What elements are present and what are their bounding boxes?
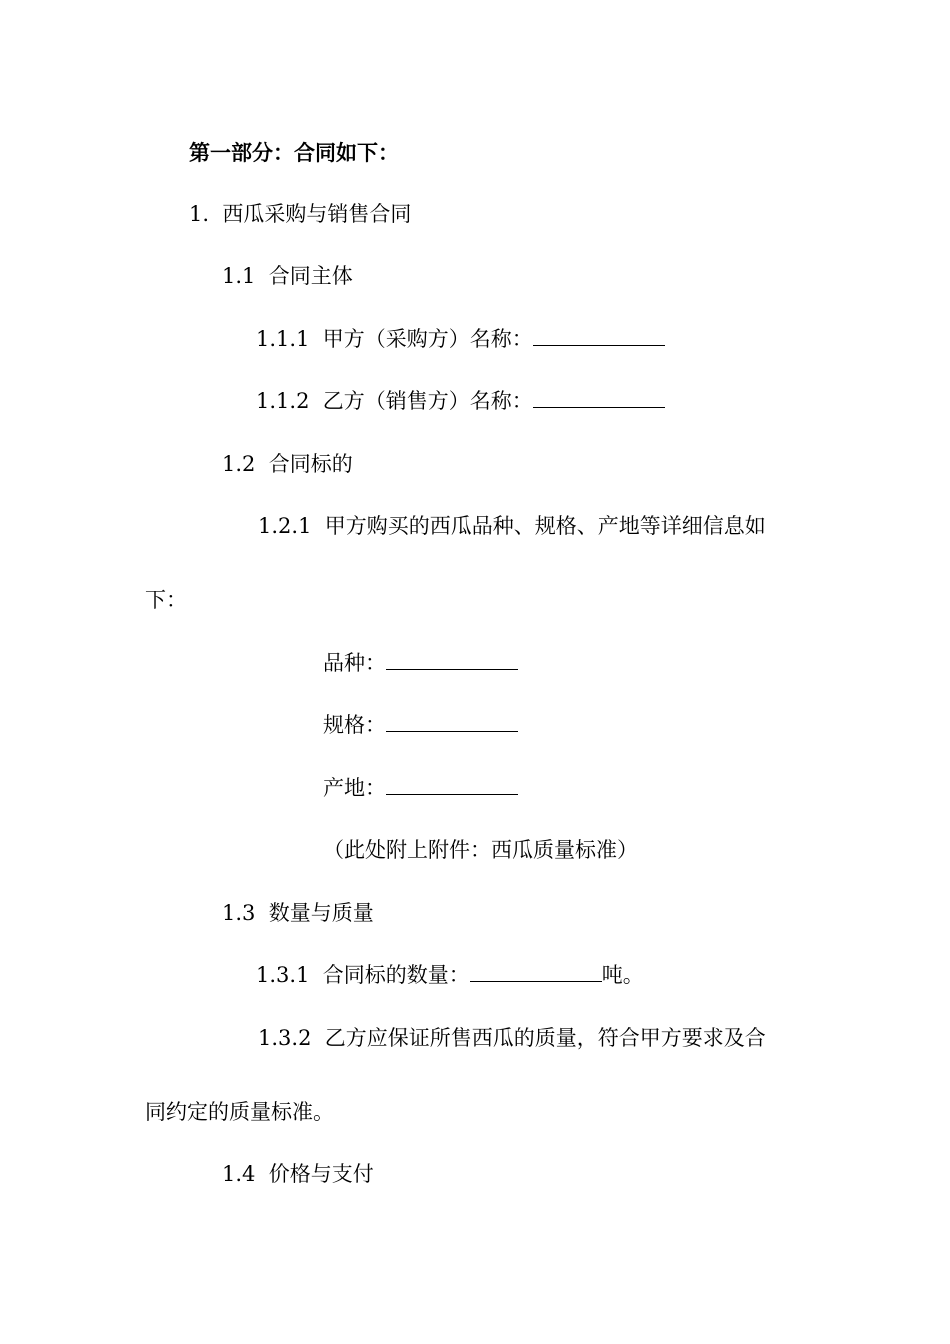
- party-a-name-blank[interactable]: [533, 327, 665, 346]
- field-variety-label: 品种：: [323, 651, 386, 675]
- section-1-1-number: 1.1: [222, 264, 256, 288]
- quantity-unit: 吨。: [601, 963, 644, 987]
- clause-1-1-1-text: 甲方（采购方）名称：: [322, 327, 533, 351]
- clause-1-2-1: [258, 512, 766, 540]
- section-1-2-heading: [222, 450, 353, 478]
- clause-1-2-1-text: 甲方购买的西瓜品种、规格、产地等详细信息如: [324, 514, 766, 538]
- section-1-3-number: 1.3: [222, 901, 256, 925]
- clause-1-2-1-continuation: 下：: [145, 588, 187, 612]
- clause-1-1-1-number: 1.1.1: [256, 327, 310, 351]
- clause-1-3-2: [258, 1024, 766, 1052]
- clause-1-1-2: [256, 387, 665, 415]
- section-1-2-title: 合同标的: [268, 452, 353, 476]
- section-1-1-heading: [222, 262, 353, 290]
- clause-1-2-1-number: 1.2.1: [258, 514, 312, 538]
- clause-1-3-2-text: 乙方应保证所售西瓜的质量，符合甲方要求及合: [324, 1026, 766, 1050]
- section-1-4-number: 1.4: [222, 1162, 256, 1186]
- part-heading: 第一部分：合同如下：: [189, 140, 399, 165]
- section-1-heading: [189, 200, 411, 228]
- section-1-title: 西瓜采购与销售合同: [222, 202, 412, 226]
- clause-1-3-1: [256, 961, 644, 989]
- spec-blank[interactable]: [386, 713, 518, 732]
- clause-1-3-1-text: 合同标的数量：: [322, 963, 470, 987]
- field-spec-label: 规格：: [323, 713, 386, 737]
- clause-1-1-2-text: 乙方（销售方）名称：: [322, 389, 533, 413]
- field-spec: [323, 711, 518, 739]
- clause-1-1-1: [256, 325, 665, 353]
- section-1-3-heading: [222, 899, 374, 927]
- clause-1-3-1-number: 1.3.1: [256, 963, 310, 987]
- quantity-blank[interactable]: [470, 963, 602, 982]
- section-1-4-title: 价格与支付: [268, 1162, 374, 1186]
- variety-blank[interactable]: [386, 651, 518, 670]
- clause-1-3-2-number: 1.3.2: [258, 1026, 312, 1050]
- party-b-name-blank[interactable]: [533, 389, 665, 408]
- clause-1-3-2-continuation: 同约定的质量标准。: [145, 1100, 334, 1124]
- attachment-note: （此处附上附件：西瓜质量标准）: [323, 838, 638, 862]
- section-1-number: 1.: [189, 202, 210, 226]
- section-1-3-title: 数量与质量: [268, 901, 374, 925]
- section-1-2-number: 1.2: [222, 452, 256, 476]
- origin-blank[interactable]: [386, 776, 518, 795]
- section-1-4-heading: [222, 1160, 374, 1188]
- field-variety: [323, 649, 518, 677]
- clause-1-1-2-number: 1.1.2: [256, 389, 310, 413]
- section-1-1-title: 合同主体: [268, 264, 353, 288]
- field-origin-label: 产地：: [323, 776, 386, 800]
- field-origin: [323, 774, 518, 802]
